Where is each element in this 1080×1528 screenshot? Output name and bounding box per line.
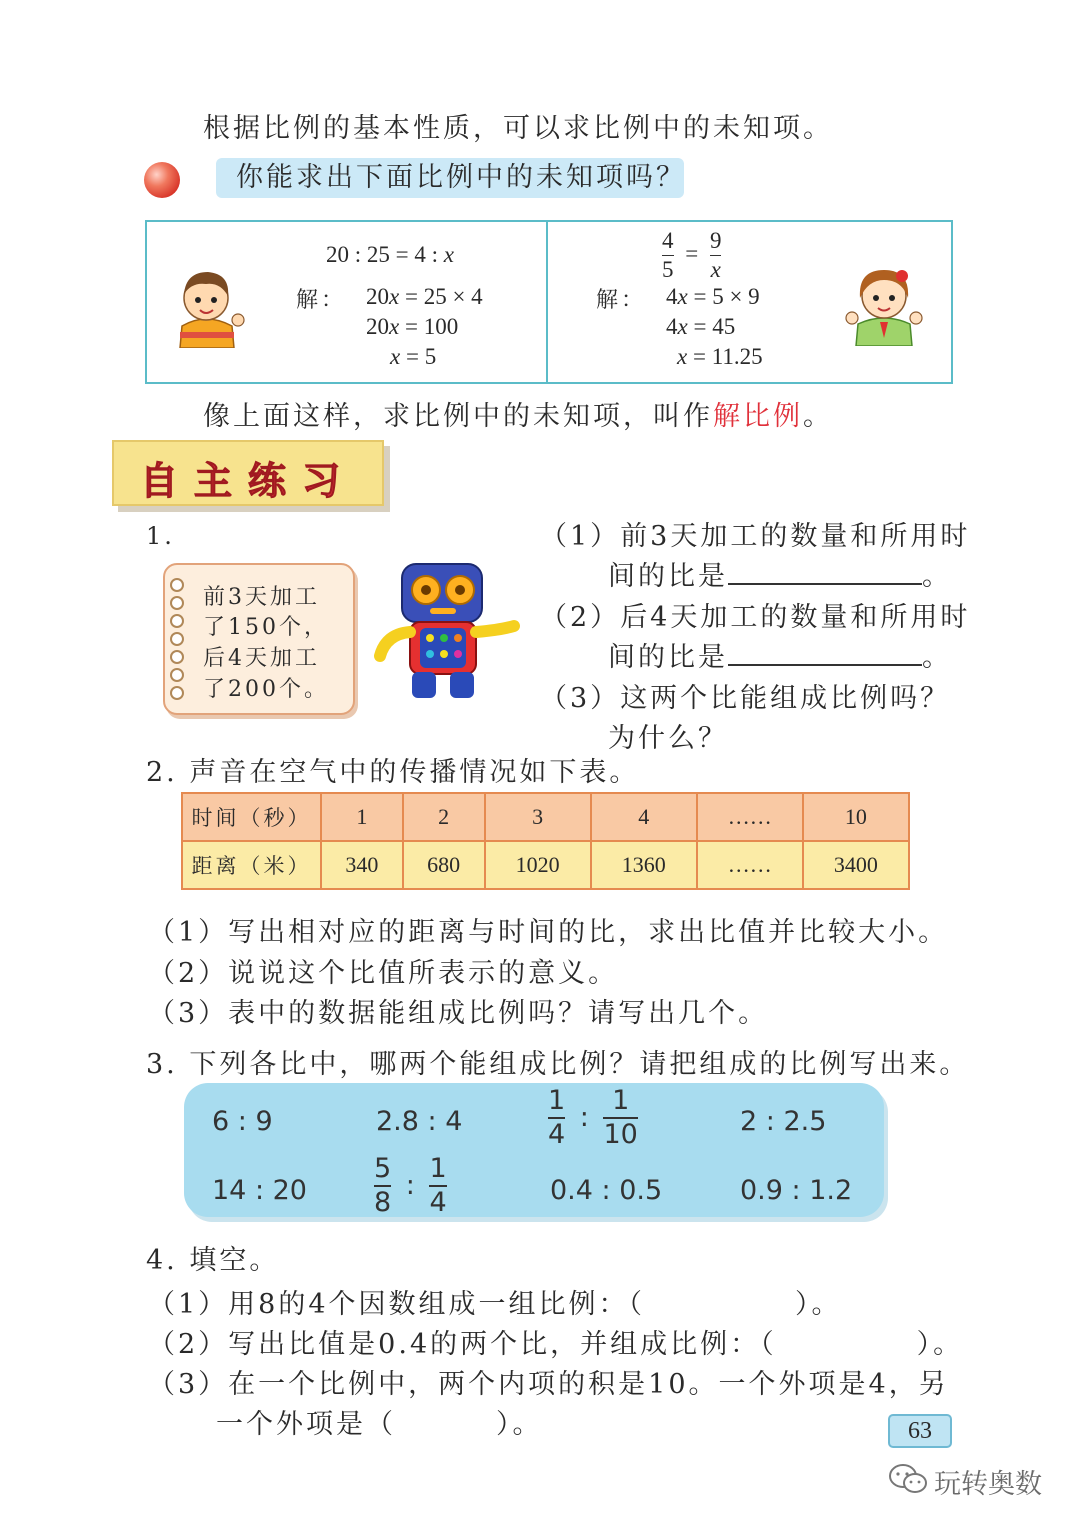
note-ring — [170, 668, 184, 682]
table-cell: 1020 — [485, 841, 591, 889]
watermark-text: 玩转奥数 — [934, 1469, 1042, 1500]
note-ring — [170, 578, 184, 592]
definition-text: 像上面这样，求比例中的未知项，叫作解比例。 — [203, 401, 833, 432]
ex1-q2-line2: 间的比是 。 — [608, 642, 952, 673]
solution-box — [145, 220, 953, 384]
ex4-question-3-line1: （3）在一个比例中，两个内项的积是10。一个外项是4，另 — [148, 1369, 949, 1400]
ex1-q1-line1: （1）前3天加工的数量和所用时 — [540, 521, 971, 552]
right-proportion: $\frac{4}{5}$ = $\frac{9}{x}$ — [662, 228, 722, 282]
robot-toy-icon — [372, 556, 522, 704]
note-line: 了150个， — [203, 615, 329, 640]
fraction-4-5: $\frac{4}{5}$ — [662, 228, 674, 282]
ex2-title: 2. 声音在空气中的传播情况如下表。 — [146, 757, 640, 788]
ratio-item-fraction: $\frac{1}{4}$ : $\frac{1}{10}$ — [548, 1085, 638, 1150]
table-cell: …… — [697, 841, 803, 889]
table-cell: 3400 — [803, 841, 909, 889]
right-solve-label: 解： — [596, 288, 647, 313]
note-ring — [170, 596, 184, 610]
table-cell: 4 — [591, 793, 697, 841]
note-ring — [170, 686, 184, 700]
ex2-question-3: （3）表中的数据能组成比例吗？请写出几个。 — [148, 998, 769, 1029]
note-ring — [170, 632, 184, 646]
note-line: 前3天加工 — [203, 585, 320, 610]
ex2-question-2: （2）说说这个比值所表示的意义。 — [148, 958, 619, 989]
table-header-time: 时间（秒） — [182, 793, 321, 841]
note-ring — [170, 650, 184, 664]
sound-table — [181, 792, 910, 890]
ex1-q3-line1: （3）这两个比能组成比例吗？ — [540, 683, 951, 714]
ratio-item: 0.4 : 0.5 — [550, 1175, 663, 1206]
table-cell: 10 — [803, 793, 909, 841]
question-banner: 你能求出下面比例中的未知项吗？ — [216, 158, 684, 198]
question-ball-icon — [144, 162, 180, 198]
answer-blank[interactable] — [728, 640, 922, 666]
ex4-question-2: （2）写出比值是0.4的两个比，并组成比例：（ ）。 — [148, 1329, 964, 1360]
ex2-question-1: （1）写出相对应的距离与时间的比，求出比值并比较大小。 — [148, 917, 949, 948]
note-line: 了200个。 — [203, 677, 329, 702]
ratio-item: 0.9 : 1.2 — [740, 1175, 853, 1206]
solution-divider — [546, 222, 548, 382]
ex4-title: 4. 填空。 — [146, 1245, 280, 1276]
boy-character-icon — [170, 262, 248, 348]
table-header-distance: 距离（米） — [182, 841, 321, 889]
ratio-item: 6 : 9 — [212, 1106, 273, 1137]
wechat-icon — [888, 1462, 928, 1496]
definition-term: 解比例 — [713, 401, 803, 432]
ratio-item: 2.8 : 4 — [376, 1106, 463, 1137]
ex1-q3-line2: 为什么？ — [608, 723, 728, 754]
table-row — [182, 793, 909, 841]
table-cell: 1 — [321, 793, 403, 841]
ratio-item: 2 : 2.5 — [740, 1106, 827, 1137]
left-step-2: 20x = 100 — [366, 314, 459, 339]
page-number: 63 — [888, 1414, 952, 1448]
fraction-9-x: $\frac{9}{x}$ — [709, 228, 722, 282]
left-equation: 20 : 25 = 4 : x — [326, 242, 454, 267]
ex1-q2-line1: （2）后4天加工的数量和所用时 — [540, 602, 971, 633]
table-cell: 3 — [485, 793, 591, 841]
ex4-question-3-line2: 一个外项是（ ）。 — [216, 1409, 543, 1440]
note-ring — [170, 614, 184, 628]
girl-character-icon — [844, 262, 924, 346]
section-title: 自主练习 — [140, 459, 357, 503]
section-banner — [112, 440, 384, 506]
ratio-item: 14 : 20 — [212, 1175, 307, 1206]
ex1-q1-line2: 间的比是 。 — [608, 561, 952, 592]
note-line: 后4天加工 — [203, 646, 320, 671]
ex4-question-1: （1）用8的4个因数组成一组比例：（ ）。 — [148, 1289, 842, 1320]
left-solve-label: 解： — [296, 288, 347, 313]
ratio-item-fraction: $\frac{5}{8}$ : $\frac{1}{4}$ — [374, 1153, 447, 1218]
table-cell: 1360 — [591, 841, 697, 889]
table-cell: 2 — [403, 793, 485, 841]
table-row — [182, 841, 909, 889]
table-cell: …… — [697, 793, 803, 841]
right-step-1: 4x = 5 × 9 — [666, 284, 760, 309]
ex1-number: 1. — [146, 522, 175, 550]
right-step-2: 4x = 45 — [666, 314, 736, 339]
left-step-1: 20x = 25 × 4 — [366, 284, 483, 309]
left-step-3: x = 5 — [390, 344, 437, 369]
ex3-title: 3. 下列各比中，哪两个能组成比例？请把组成的比例写出来。 — [146, 1049, 970, 1080]
answer-blank[interactable] — [728, 559, 922, 585]
right-step-3: x = 11.25 — [677, 344, 763, 369]
table-cell: 340 — [321, 841, 403, 889]
table-cell: 680 — [403, 841, 485, 889]
intro-text: 根据比例的基本性质，可以求比例中的未知项。 — [203, 113, 833, 144]
